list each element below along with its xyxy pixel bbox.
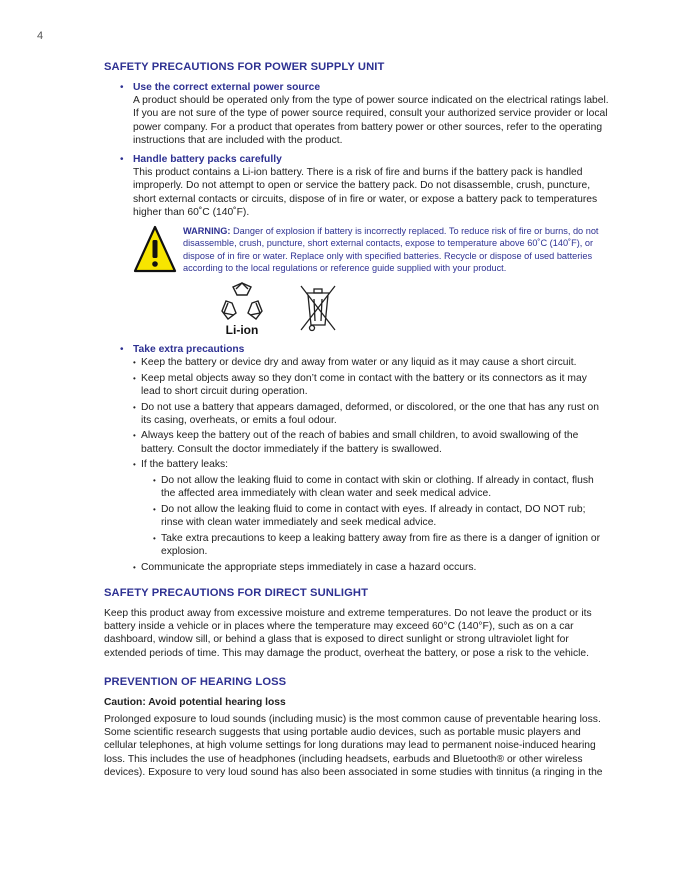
list-item: • Do not allow the leaking fluid to come in contact with eyes. If already in contact, DO NOT rub; rinse with clean water immediately and seek medical advice. <box>153 503 609 529</box>
caution-heading: Caution: Avoid potential hearing loss <box>104 696 286 708</box>
recycle-symbols <box>220 281 609 339</box>
warning-box <box>133 225 609 279</box>
bullet-text: This product contains a Li-ion battery. There is a risk of fire and burns if the battery pack is handled improperly. Do not attempt to open or service the battery pack. Do not disassemble, crush, puncture, short external contacts or circuits, dispose of in fire or water, or expose a battery pack to temperatures higher than 60˚C (140˚F). <box>133 167 598 218</box>
page-number: 4 <box>37 30 44 42</box>
power-section-title: SAFETY PRECAUTIONS FOR POWER SUPPLY UNIT <box>104 61 385 73</box>
bullet-dot: • <box>120 154 124 166</box>
page-content <box>104 60 609 779</box>
list-item: • Do not allow the leaking fluid to come in contact with skin or clothing. If already in contact, flush the affected area immediately with clean water and seek medical advice. <box>153 474 609 500</box>
hearing-text: Prolonged exposure to loud sounds (including music) is the most common cause of preventable hearing loss. Some scientific research suggests that using portable audio devices, such as portable music players and cellular telephones, at high volume settings for long durations may lead to permanent noise-induced hearing loss. This includes the use of headphones (including headsets, earbuds and Bluetooth® or other wireless devices). Exposure to very loud sound has also been associated in some studies with tinnitus (a ringing in the <box>104 714 603 778</box>
bullet-dot: • <box>120 82 124 93</box>
sunlight-text: Keep this product away from excessive moisture and extreme temperatures. Do not leave the product or its battery inside a vehicle or in places where the temperature may exceed 60°C (140°F), such as on a car dashboard, window sill, or behind a glass that is exposed to direct sunlight or strong ultraviolet light for extended periods of time. This may damage the product, overheat the battery, or pose a risk to the vehicle. <box>104 608 592 659</box>
warning-text: WARNING: Danger of explosion if battery is incorrectly replaced. To reduce risk of fire or burns, do not disassemble, crush, puncture, short external contacts, expose to temperature above 60˚C (140˚F), or dispose of in fire or water. Replace only with specified batteries. Recycle or dispose of used batteries according to the local regulations or reference guide supplied with your product. <box>183 226 599 273</box>
li-ion-recycle-icon <box>220 281 264 337</box>
bullet-battery-packs <box>104 153 609 219</box>
list-item: • Always keep the battery out of the reach of babies and small children, to avoid swallowing of the battery. Consult the doctor immediately if the battery is swallowed. <box>133 429 609 455</box>
bullet-dot: • <box>120 344 124 356</box>
warning-triangle-icon <box>133 225 177 273</box>
sunlight-section-title: SAFETY PRECAUTIONS FOR DIRECT SUNLIGHT <box>104 587 369 600</box>
bullet-extra-precautions <box>104 343 609 574</box>
crossed-bin-icon <box>298 283 338 333</box>
leak-heading: If the battery leaks: <box>141 459 228 471</box>
leak-list <box>141 474 609 558</box>
list-item: • Communicate the appropriate steps immediately in case a hazard occurs. <box>133 561 609 574</box>
precautions-list <box>133 356 609 574</box>
bullet-power-source <box>104 81 609 147</box>
list-item: • Take extra precautions to keep a leaking battery away from fire as there is a danger of ignition or explosion. <box>153 532 609 558</box>
bullet-title: Take extra precautions <box>133 344 245 356</box>
bullet-title: Use the correct external power source <box>133 82 321 93</box>
list-item: • Keep metal objects away so they don’t come in contact with the battery or its connectors as it may lead to short circuit during operation. <box>133 372 609 398</box>
list-item: • Keep the battery or device dry and away from water or any liquid as it may cause a short circuit. <box>133 356 609 369</box>
hearing-section-title: PREVENTION OF HEARING LOSS <box>104 675 287 688</box>
list-item <box>133 458 609 558</box>
list-item: • Do not use a battery that appears damaged, deformed, or discolored, or the one that has any rust on its casing, overheats, or emits a foul odour. <box>133 401 609 427</box>
bullet-text: A product should be operated only from the type of power source indicated on the electrical ratings label. If you are not sure of the type of power source required, consult your authorized service provider or local power company. For a product that operates from battery power or other sources, refer to the operating instructions that are included with the product. <box>133 95 609 146</box>
li-ion-label: Li-ion <box>225 323 259 338</box>
bullet-title: Handle battery packs carefully <box>133 154 282 166</box>
